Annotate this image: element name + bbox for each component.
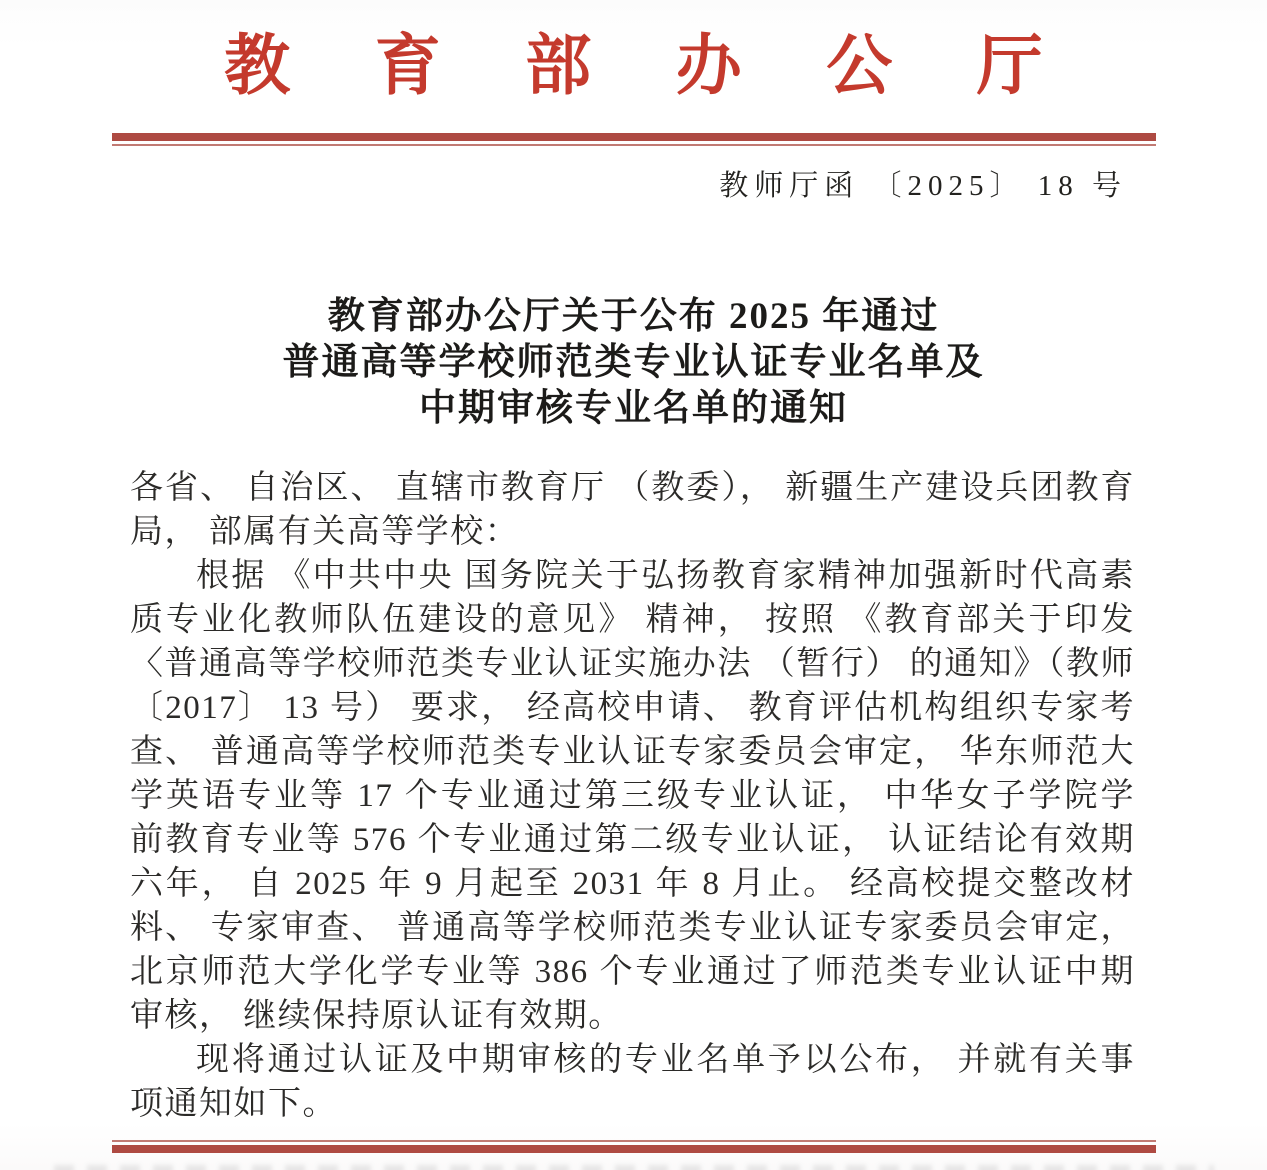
document-title-line-1: 教育部办公厅关于公布 2025 年通过 [327,296,940,337]
footer-divider-thin-rule [112,1140,1156,1142]
body-line: 查、 普通高等学校师范类专业认证专家委员会审定， 华东师范大 [130,734,1135,770]
body-line: 局， 部属有关高等学校： [130,514,520,550]
body-line: 审核， 继续保持原认证有效期。 [130,998,623,1034]
footer-divider [112,1140,1156,1153]
body-line: 各省、 自治区、 直辖市教育厅 （教委）， 新疆生产建设兵团教育 [130,470,1135,506]
body-line: 北京师范大学化学专业等 386 个专业通过了师范类专业认证中期 [130,954,1135,990]
document-title [0,294,1267,432]
next-page-ghost-text [54,1165,1214,1170]
document-title-line-3: 中期审核专业名单的通知 [419,388,848,429]
footer-divider-thick-rule [112,1145,1156,1153]
header-divider [112,133,1156,146]
body-line: 〈普通高等学校师范类专业认证实施办法 （暂行） 的通知》（教师 [130,646,1135,682]
body-line: 现将通过认证及中期审核的专业名单予以公布， 并就有关事 [196,1042,1135,1078]
body-line: 根据 《中共中央 国务院关于弘扬教育家精神加强新时代高素 [196,558,1135,594]
body-line: 质专业化教师队伍建设的意见》 精神， 按照 《教育部关于印发 [130,602,1135,638]
body-line: 六年， 自 2025 年 9 月起至 2031 年 8 月止。 经高校提交整改材 [130,866,1135,902]
letterhead [0,0,1267,104]
body-line: 料、 专家审查、 普通高等学校师范类专业认证专家委员会审定， [130,910,1135,946]
body-line: 〔2017〕 13 号） 要求， 经高校申请、 教育评估机构组织专家考 [130,690,1135,726]
document-body [130,466,1135,1126]
header-divider-thick-rule [112,133,1156,141]
header-divider-thin-rule [112,144,1156,146]
body-line: 前教育专业等 576 个专业通过第二级专业认证， 认证结论有效期 [130,822,1135,858]
letterhead-title: 教育部办公厅 [224,30,1128,103]
document-number: 教师厅函 〔2025〕 18 号 [719,170,1127,202]
body-line: 学英语专业等 17 个专业通过第三级专业认证， 中华女子学院学 [130,778,1135,814]
body-line: 项通知如下。 [130,1086,337,1122]
document-title-line-2: 普通高等学校师范类专业认证专业名单及 [282,342,985,383]
